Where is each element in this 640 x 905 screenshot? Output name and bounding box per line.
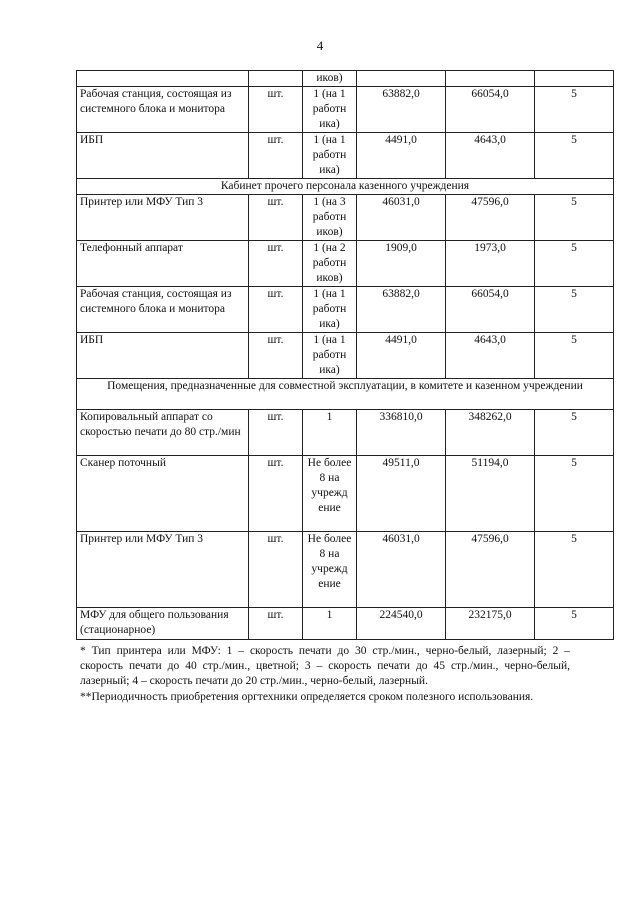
- item-price-1: 1909,0: [357, 241, 446, 287]
- item-quantity: 1 (на 1 работн ика): [303, 87, 357, 133]
- section-row: [77, 379, 614, 410]
- item-price-2: 232175,0: [446, 608, 535, 640]
- item-term: 5: [535, 410, 614, 456]
- item-quantity: иков): [303, 71, 357, 87]
- item-term: [535, 71, 614, 87]
- table-row: [77, 71, 614, 87]
- item-quantity: 1 (на 2 работн иков): [303, 241, 357, 287]
- item-term: 5: [535, 333, 614, 379]
- item-term: 5: [535, 287, 614, 333]
- item-unit: шт.: [249, 241, 303, 287]
- item-term: 5: [535, 456, 614, 532]
- section-heading: Помещения, предназначенные для совместной эксплуатации, в комитете и казенном учреждении: [77, 379, 614, 410]
- table-row: [77, 287, 614, 333]
- item-price-2: 66054,0: [446, 87, 535, 133]
- table-row: [77, 133, 614, 179]
- item-unit: шт.: [249, 333, 303, 379]
- section-heading: Кабинет прочего персонала казенного учреждения: [77, 179, 614, 195]
- item-unit: [249, 71, 303, 87]
- item-quantity: Не более 8 на учрежд ение: [303, 532, 357, 608]
- item-term: 5: [535, 608, 614, 640]
- table-row: [77, 87, 614, 133]
- item-price-1: 63882,0: [357, 287, 446, 333]
- item-price-1: 63882,0: [357, 87, 446, 133]
- item-price-2: 66054,0: [446, 287, 535, 333]
- footnote-periodicity: **Периодичность приобретения оргтехники определяется сроком полезного использования.: [80, 691, 534, 703]
- item-name: Копировальный аппарат со скоростью печати до 80 стр./мин: [77, 410, 249, 456]
- item-name: ИБП: [77, 333, 249, 379]
- item-term: 5: [535, 241, 614, 287]
- item-term: 5: [535, 133, 614, 179]
- item-term: 5: [535, 87, 614, 133]
- item-name: Рабочая станция, состоящая из системного блока и монитора: [77, 87, 249, 133]
- item-unit: шт.: [249, 608, 303, 640]
- item-quantity: 1: [303, 410, 357, 456]
- item-price-1: 46031,0: [357, 532, 446, 608]
- table-row: [77, 532, 614, 608]
- table-row: [77, 333, 614, 379]
- item-unit: шт.: [249, 532, 303, 608]
- footnote-printer-types: * Тип принтера или МФУ: 1 – скорость печати до 30 стр./мин., черно-белый, лазерный; 2 – скорость печати до 40 стр./мин., цветной; 3 – скорость печати до 45 стр./мин., черно-белый, лазерный; 4 – скорость печати до 20 стр./мин., черно-белый, лазерный.: [80, 645, 570, 687]
- item-name: Телефонный аппарат: [77, 241, 249, 287]
- item-price-2: 51194,0: [446, 456, 535, 532]
- item-quantity: 1 (на 1 работн ика): [303, 133, 357, 179]
- table-row: [77, 195, 614, 241]
- item-name: Принтер или МФУ Тип 3: [77, 195, 249, 241]
- item-quantity: 1 (на 1 работн ика): [303, 333, 357, 379]
- item-term: 5: [535, 195, 614, 241]
- table-row: [77, 410, 614, 456]
- item-name: [77, 71, 249, 87]
- item-unit: шт.: [249, 456, 303, 532]
- item-term: 5: [535, 532, 614, 608]
- item-unit: шт.: [249, 195, 303, 241]
- item-price-1: 224540,0: [357, 608, 446, 640]
- item-name: Принтер или МФУ Тип 3: [77, 532, 249, 608]
- item-name: МФУ для общего пользования (стационарное): [77, 608, 249, 640]
- item-name: Рабочая станция, состоящая из системного блока и монитора: [77, 287, 249, 333]
- item-price-1: 4491,0: [357, 133, 446, 179]
- item-price-1: 49511,0: [357, 456, 446, 532]
- table-row: [77, 241, 614, 287]
- item-unit: шт.: [249, 87, 303, 133]
- table-row: [77, 608, 614, 640]
- page-number: 4: [316, 38, 324, 53]
- item-quantity: 1 (на 3 работн иков): [303, 195, 357, 241]
- item-unit: шт.: [249, 410, 303, 456]
- item-price-1: 46031,0: [357, 195, 446, 241]
- section-row: [77, 179, 614, 195]
- table-row: [77, 456, 614, 532]
- item-price-2: 4643,0: [446, 333, 535, 379]
- item-price-1: 336810,0: [357, 410, 446, 456]
- item-price-1: 4491,0: [357, 333, 446, 379]
- item-price-2: 348262,0: [446, 410, 535, 456]
- equipment-table: [76, 70, 614, 640]
- item-price-1: [357, 71, 446, 87]
- item-name: ИБП: [77, 133, 249, 179]
- item-unit: шт.: [249, 133, 303, 179]
- item-quantity: 1 (на 1 работн ика): [303, 287, 357, 333]
- item-price-2: 47596,0: [446, 532, 535, 608]
- item-price-2: 4643,0: [446, 133, 535, 179]
- item-price-2: [446, 71, 535, 87]
- item-name: Сканер поточный: [77, 456, 249, 532]
- item-unit: шт.: [249, 287, 303, 333]
- item-quantity: Не более 8 на учрежд ение: [303, 456, 357, 532]
- item-price-2: 1973,0: [446, 241, 535, 287]
- item-quantity: 1: [303, 608, 357, 640]
- item-price-2: 47596,0: [446, 195, 535, 241]
